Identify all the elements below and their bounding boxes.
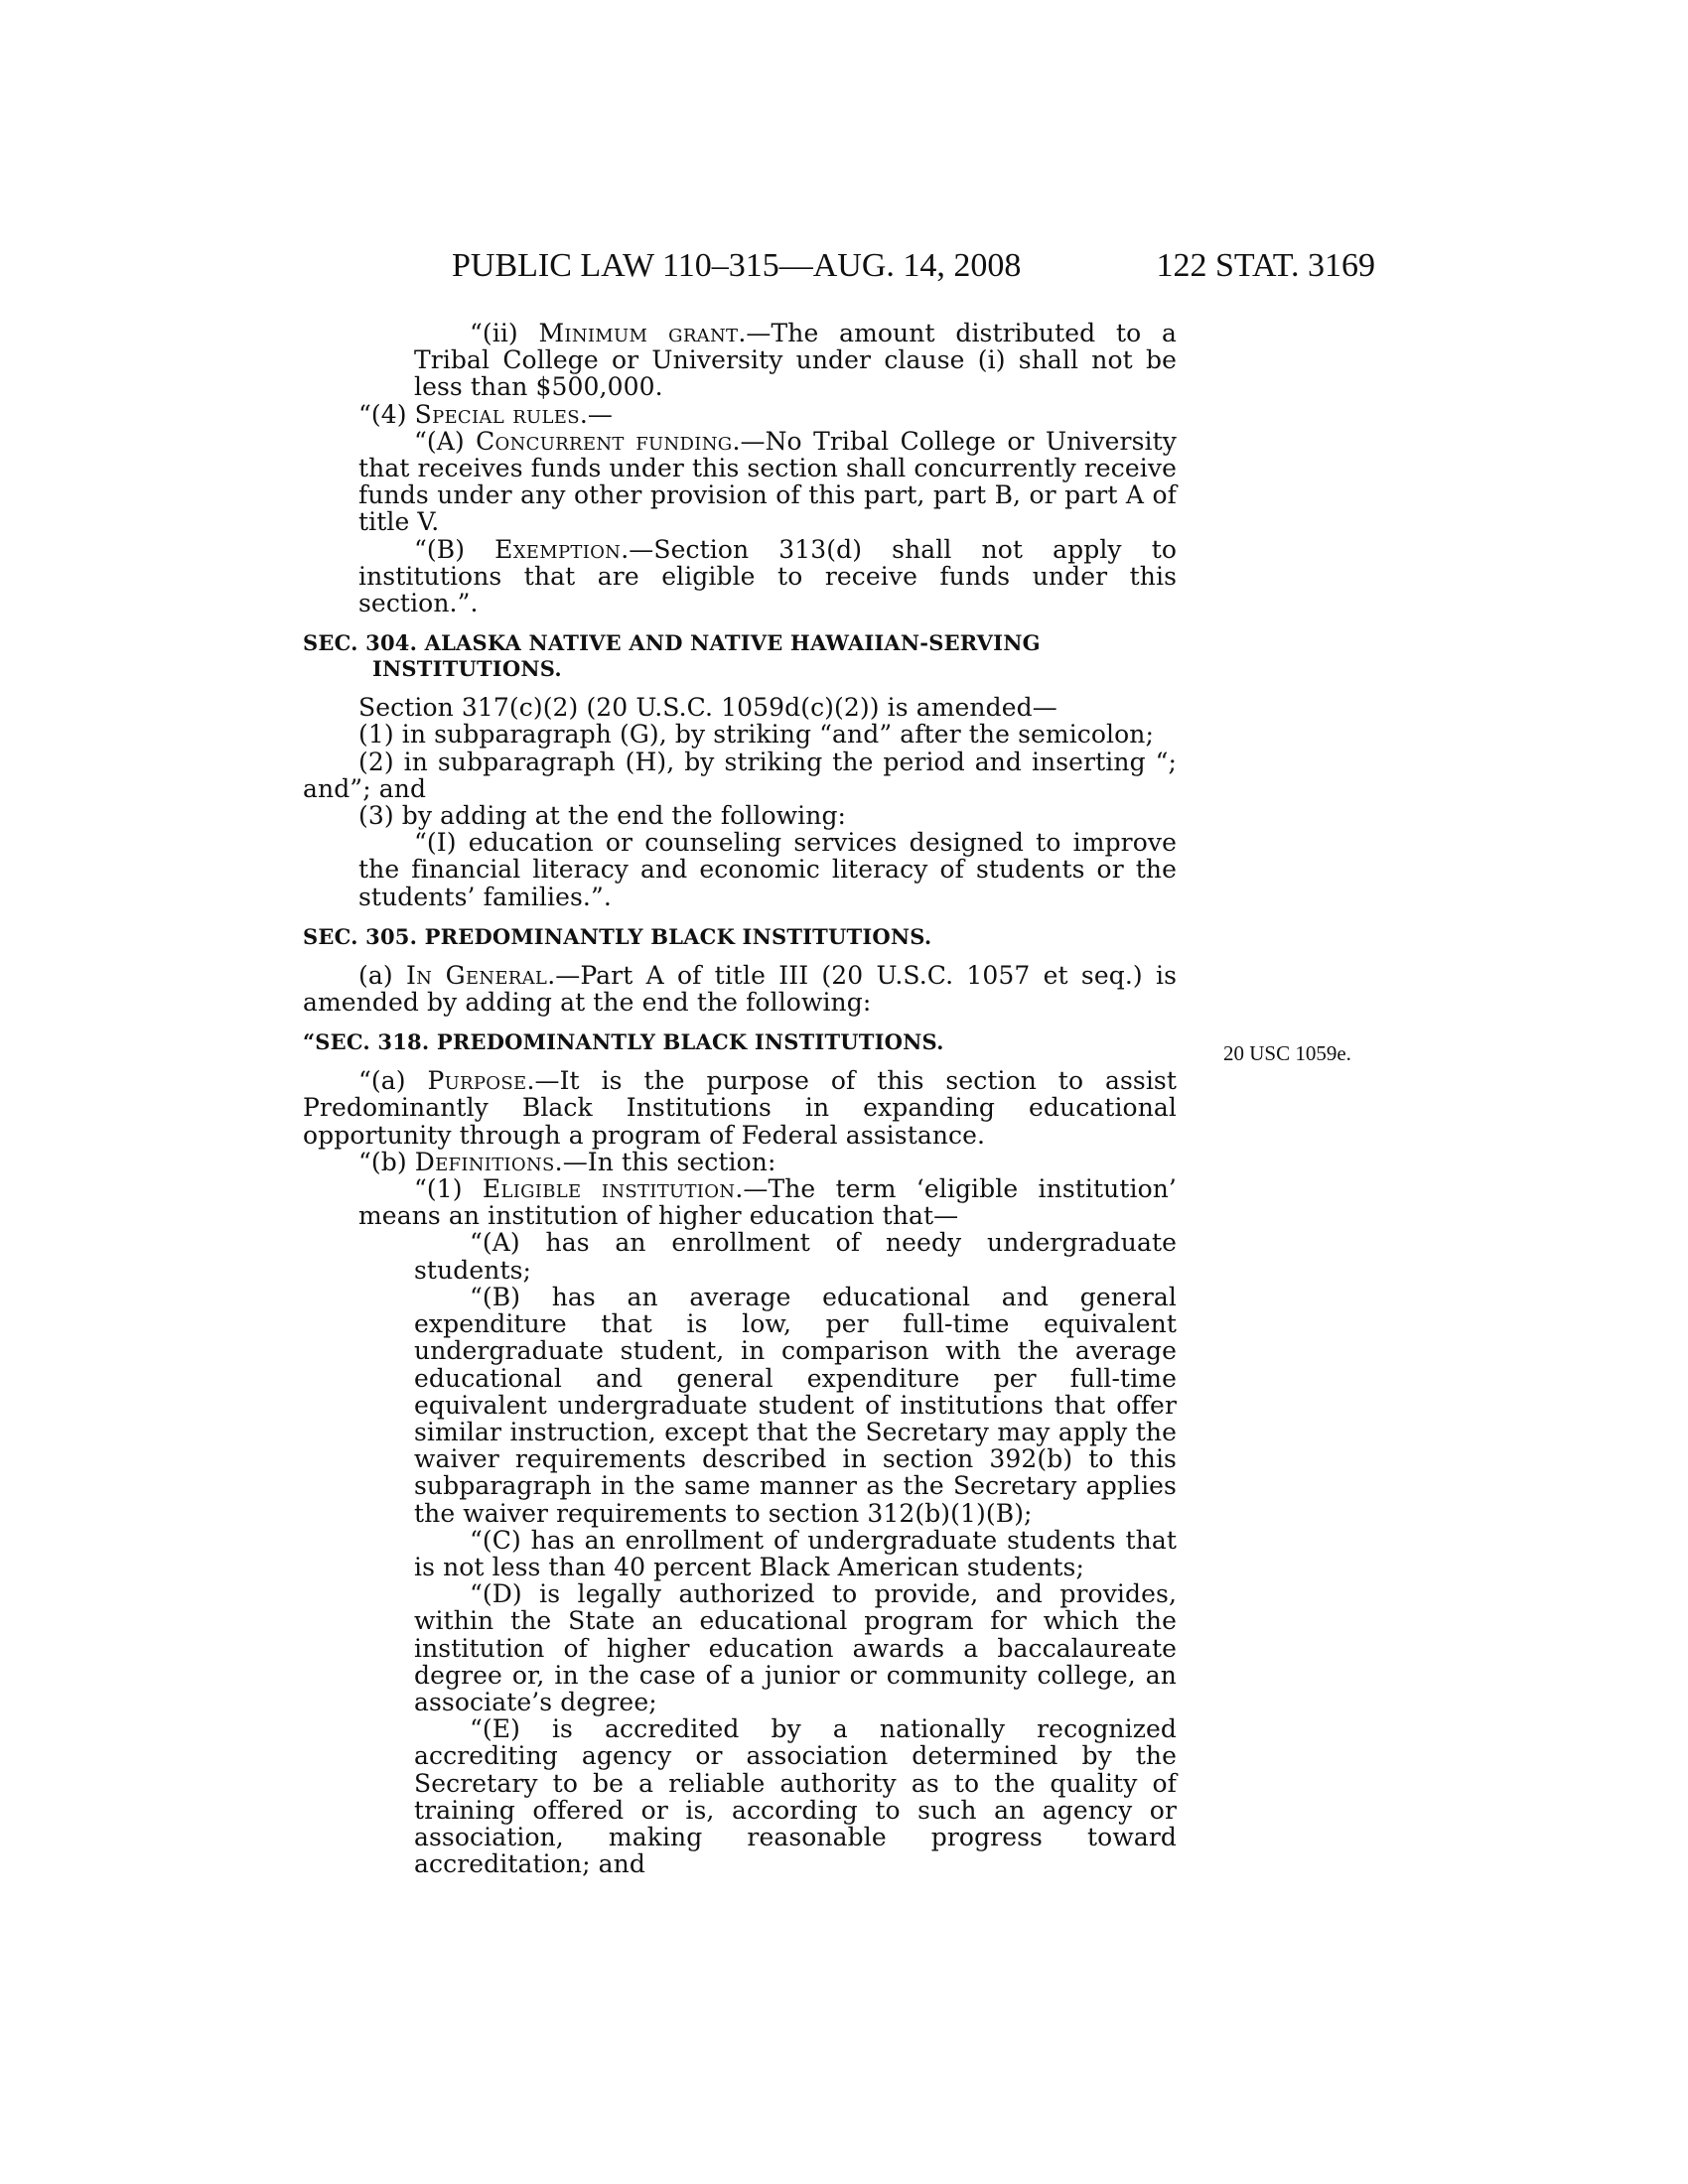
statute-page-number: 122 STAT. 3169 <box>1156 247 1375 284</box>
subsection-text: .—In this section: <box>554 1147 776 1176</box>
paragraph-heading: Eligible institution <box>482 1174 736 1204</box>
subparagraph-a-concurrent-funding <box>303 428 1177 536</box>
subsection-text: .—It is the purpose of this section to assist Predominantly Black Institutions in expanding educational opportunity through a program of Federal assistance. <box>303 1066 1177 1150</box>
paragraph-text: .—The term ‘eligible institution’ means an institution of higher education that— <box>358 1174 1177 1231</box>
section-318-purpose <box>303 1067 1177 1149</box>
subparagraph-marker: “(B) <box>414 534 495 564</box>
paragraph-marker: “(4) <box>358 399 415 429</box>
section-304-item-1: (1) in subparagraph (G), by striking “and” after the semicolon; <box>358 720 1155 750</box>
subsection-marker: “(a) <box>358 1066 428 1096</box>
subsection-heading: Purpose <box>427 1066 527 1096</box>
criterion-c: “(C) has an enrollment of undergraduate students that is not less than 40 percent Black American students; <box>414 1525 1177 1581</box>
clause-heading: Minimum grant <box>538 319 739 347</box>
criterion-b: “(B) has an average educational and general expenditure that is low, per full-time equivalent undergraduate student, in comparison with the average educational and general expenditure per full-time equivalent undergraduate student of institutions that offer similar instruction, except that the Secretary may apply the waiver requirements described in section 392(b) to this subparagraph in the same manner as the Secretary applies the waiver requirements to section 312(b)(1)(B); <box>414 1282 1177 1528</box>
subparagraph-marker: “(A) <box>414 426 477 456</box>
clause-text: .—The amount distributed to a Tribal College or University under clause (i) shall not be less than $500,000. <box>414 319 1177 402</box>
criterion-d: “(D) is legally authorized to provide, and provides, within the State an educational program for which the institution of higher education awards a baccalaureate degree or, in the case of a junior or community college, an associate’s degree; <box>414 1579 1177 1716</box>
clause-marker: “(ii) <box>470 319 539 347</box>
subsection-marker: “(b) <box>358 1147 415 1176</box>
paragraph-heading: Special rules <box>414 399 580 429</box>
section-304-subparagraph-i: “(I) education or counseling services designed to improve the financial literacy and economic literacy of students or the students’ families.”. <box>358 828 1177 911</box>
subsection-marker: (a) <box>358 960 406 990</box>
usc-margin-note: 20 USC 1059e. <box>1223 1041 1351 1065</box>
body-text <box>303 320 1177 1877</box>
subparagraph-b-exemption <box>303 536 1177 617</box>
paragraph-marker: “(1) <box>414 1174 483 1204</box>
subsection-heading: In General <box>405 960 548 990</box>
section-318-definitions <box>303 1149 1177 1175</box>
subparagraph-text: .—Section 313(d) shall not apply to institutions that are eligible to receive funds under this section.”. <box>358 534 1178 618</box>
subsection-heading: Definitions <box>414 1147 555 1176</box>
criterion-a: “(A) has an enrollment of needy undergraduate students; <box>414 1228 1177 1285</box>
section-318-heading: “SEC. 318. PREDOMINANTLY BLACK INSTITUTIONS. <box>303 1029 944 1055</box>
section-304-intro: Section 317(c)(2) (20 U.S.C. 1059d(c)(2)) is amended— <box>358 693 1057 723</box>
section-304-item-2: (2) in subparagraph (H), by striking the period and inserting “; and”; and <box>303 747 1177 803</box>
subparagraph-heading: Concurrent funding <box>476 426 733 456</box>
section-305-subsection-a <box>303 962 1177 1016</box>
subsection-text: .—Part A of title III (20 U.S.C. 1057 et seq.) is amended by adding at the end the following: <box>303 960 1177 1018</box>
clause-ii-minimum-grant <box>303 320 1177 401</box>
paragraph-text: .— <box>579 399 614 429</box>
section-305-heading: SEC. 305. PREDOMINANTLY BLACK INSTITUTIONS. <box>303 923 932 949</box>
subparagraph-heading: Exemption <box>494 534 622 564</box>
subparagraph-text: .—No Tribal College or University that receives funds under this section shall concurrently receive funds under any other provision of this part, part B, or part A of title V. <box>358 426 1177 537</box>
public-law-citation: PUBLIC LAW 110–315—AUG. 14, 2008 <box>452 247 1022 284</box>
section-304-heading: SEC. 304. ALASKA NATIVE AND NATIVE HAWAIIAN-SERVING INSTITUTIONS. <box>303 630 1041 682</box>
definition-eligible-institution <box>303 1175 1177 1229</box>
paragraph-4-special-rules <box>303 401 1177 428</box>
section-304-item-3: (3) by adding at the end the following: <box>358 801 847 831</box>
criterion-e: “(E) is accredited by a nationally recognized accrediting agency or association determined by the Secretary to be a reliable authority as to the quality of training offered or is, according to such an agency or association, making reasonable progress toward accreditation; and <box>414 1714 1177 1879</box>
